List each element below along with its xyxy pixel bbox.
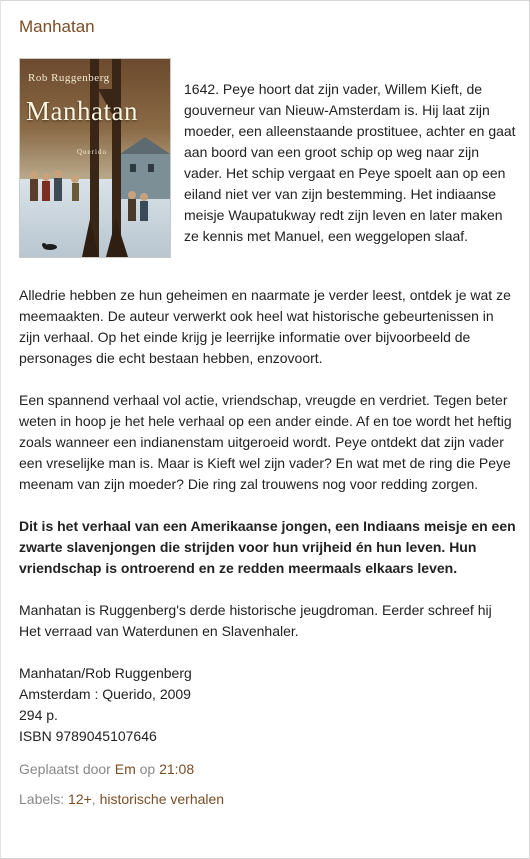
post-author-link[interactable]: Em — [114, 761, 136, 777]
post-timestamp-link[interactable]: 21:08 — [159, 761, 195, 777]
cover-publisher: Querido — [77, 148, 107, 156]
labels-prefix: Labels: — [19, 791, 65, 807]
book-info-isbn: ISBN 9789045107646 — [19, 728, 157, 744]
book-cover-image[interactable] — [19, 58, 171, 258]
post-footer-labels — [19, 789, 517, 810]
book-info-title-author: Manhatan/Rob Ruggenberg — [19, 665, 192, 681]
post-footer-posted — [19, 759, 517, 780]
post-body — [19, 58, 517, 747]
cover-title: Manhatan — [26, 96, 138, 126]
label-link-12plus[interactable]: 12+ — [68, 791, 92, 807]
label-link-historische-verhalen[interactable]: historische verhalen — [99, 791, 225, 807]
book-info-publisher: Amsterdam : Querido, 2009 — [19, 686, 191, 702]
paragraph-intro: 1642. Peye hoort dat zijn vader, Willem Kieft, de gouverneur van Nieuw-Amsterdam is. Hij laat zijn moeder, een alleenstaande prostituee, achter en gaat aan boord van een groot schip op weg naar zijn vader. Het schip vergaat en Peye spoelt aan op een eiland niet ver van zijn bestemming. Het indiaanse meisje Waupatukway redt zijn leven en later maken ze kennis met Manuel, een weggelopen slaaf. — [184, 81, 516, 244]
posted-at-word: op — [139, 761, 156, 777]
book-info-pages: 294 p. — [19, 707, 58, 723]
book-info — [19, 663, 517, 747]
cover-author: Rob Ruggenberg — [28, 72, 110, 84]
post-title[interactable]: Manhatan — [19, 17, 95, 36]
paragraph-2: Alledrie hebben ze hun geheimen en naarmate je verder leest, ontdek je wat ze meemaakten. De auteur verwerkt ook heel wat historische gebeurtenissen in zijn verhaal. Op het einde krijg je leerrijke informatie over bijvoorbeeld de personages die echt bestaan hebben, enzovoort. — [19, 287, 511, 366]
paragraph-3: Een spannend verhaal vol actie, vriendschap, vreugde en verdriet. Tegen beter weten in hoop je het hele verhaal op een ander einde. Af en toe wordt het heftig zoals wanneer een indianenstam uitgeroeid wordt. Peye ontdekt dat zijn vader een vreselijke man is. Maar is Kieft wel zijn vader? En wat met de ring die Peye meenam van zijn moeder? Die ring zal trouwens nog voor redding zorgen. — [19, 392, 512, 492]
blog-post — [19, 15, 517, 810]
paragraph-highlight: Dit is het verhaal van een Amerikaanse jongen, een Indiaans meisje en een zwarte slavenjongen die strijden voor hun vrijheid én hun leven. Hun vriendschap is ontroerend en ze redden meermaals elkaars leven. — [19, 518, 516, 576]
paragraph-5: Manhatan is Ruggenberg's derde historische jeugdroman. Eerder schreef hij Het verraad van Waterdunen en Slavenhaler. — [19, 602, 492, 639]
label-separator: , — [91, 791, 100, 807]
posted-by-label: Geplaatst door — [19, 761, 111, 777]
